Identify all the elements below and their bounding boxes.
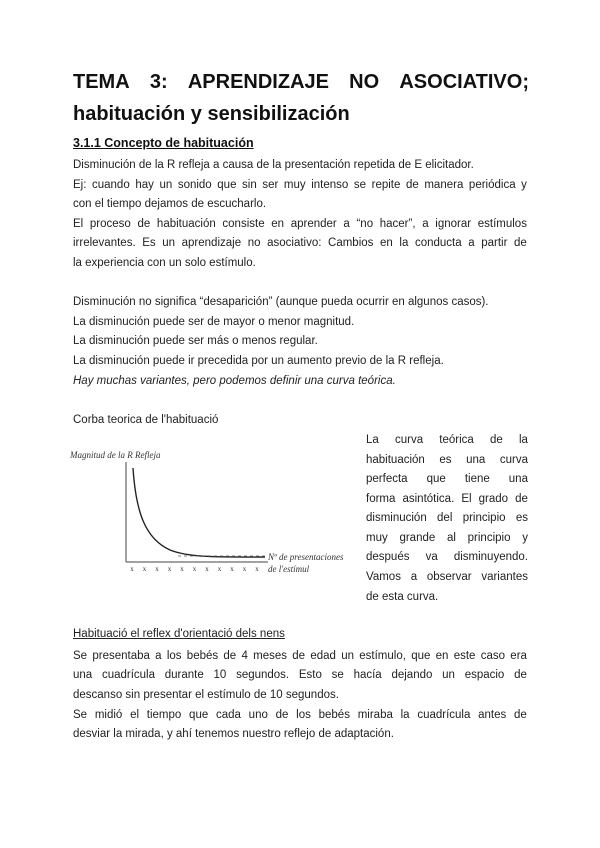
- word: un: [159, 179, 173, 191]
- x-tick-label: x: [255, 565, 259, 573]
- word: Se: [73, 709, 88, 721]
- word: de: [223, 650, 237, 662]
- paragraph-line: La disminución puede ser más o menos regular.: [73, 335, 318, 347]
- word: Vamos: [366, 571, 401, 583]
- word: cuadrícula: [101, 669, 155, 681]
- x-tick-label: x: [167, 565, 172, 573]
- side-text-line: [366, 550, 528, 565]
- word: cuando: [92, 179, 130, 191]
- word: en: [380, 237, 393, 249]
- paragraph-line: Disminución no significa “desaparición” (aunque pueda ocurrir en algunos casos).: [73, 296, 489, 308]
- word: La: [366, 434, 379, 446]
- word: que: [189, 709, 209, 721]
- word: manera: [424, 179, 464, 191]
- side-text-line: [366, 531, 528, 546]
- word: bebés: [186, 650, 219, 662]
- x-tick-label: x: [142, 565, 147, 573]
- title-word: ASOCIATIVO;: [399, 71, 529, 93]
- word: meses: [253, 650, 288, 662]
- word: los: [296, 709, 311, 721]
- word: sin: [242, 179, 257, 191]
- x-tick-label: x: [242, 565, 247, 573]
- word: forma: [366, 493, 396, 505]
- word: irrelevantes.: [73, 237, 136, 249]
- word: caso: [480, 650, 506, 662]
- x-tick-label: x: [192, 565, 197, 573]
- word: grado: [478, 493, 509, 505]
- paragraph-line: La disminución puede ir precedida por un aumento previo de la R refleja.: [73, 355, 444, 367]
- word: aprendizaje: [181, 237, 242, 249]
- word: disminuyendo.: [453, 551, 528, 563]
- word: perfecta: [366, 473, 408, 485]
- word: es: [515, 512, 528, 524]
- word: de: [515, 493, 528, 505]
- word: hacer”,: [379, 218, 416, 230]
- x-tick-label: x: [130, 565, 134, 573]
- word: consiste: [222, 218, 265, 230]
- word: estímulos: [477, 218, 527, 230]
- y-axis-label: Magnitud de la R Refleja: [70, 450, 161, 460]
- word: ignorar: [435, 218, 472, 230]
- word: no: [247, 237, 261, 249]
- italic-note: Hay muchas variantes, pero podemos definir una curva teórica.: [73, 375, 396, 387]
- word: ser: [262, 179, 279, 191]
- word: muy: [366, 532, 388, 544]
- word: principio: [467, 532, 511, 544]
- word: que: [411, 650, 431, 662]
- side-text-line: [366, 472, 528, 487]
- habituation-curve-figure: [60, 444, 360, 584]
- word: Cambios: [328, 237, 374, 249]
- word: cuadrícula: [417, 709, 471, 721]
- x-tick-label: x: [155, 565, 159, 573]
- word: teórica: [439, 434, 474, 446]
- word: de: [514, 237, 527, 249]
- word: que: [426, 473, 446, 485]
- x-tick-label: x: [230, 565, 234, 573]
- section-heading-habituation-concept: 3.1.1 Concepto de habituación: [73, 136, 254, 150]
- word: se: [353, 179, 367, 191]
- title-word: 3:: [149, 71, 168, 93]
- word: de: [514, 709, 527, 721]
- word: 4: [241, 650, 248, 662]
- word: una: [466, 454, 486, 466]
- word: a: [468, 237, 475, 249]
- word: principio: [462, 512, 506, 524]
- title-word: TEMA: [73, 71, 130, 93]
- word: tiempo: [146, 709, 182, 721]
- side-text-line: [366, 511, 528, 526]
- word: antes: [478, 709, 507, 721]
- paragraph-line-justified: [73, 668, 527, 683]
- word: un: [442, 669, 455, 681]
- x-tick-label: x: [205, 565, 209, 573]
- word: a: [410, 571, 418, 583]
- word: la: [519, 434, 528, 446]
- word: un: [162, 237, 176, 249]
- paragraph-line: descanso sin presentar el estímulo de 10 segundos.: [73, 689, 339, 701]
- word: 10: [213, 669, 227, 681]
- paragraph-line: La disminución puede ser de mayor o menor magnitud.: [73, 316, 355, 328]
- x-axis-label-line-2: de l'estímul: [268, 564, 310, 574]
- word: partir: [481, 237, 508, 249]
- word: de: [514, 669, 527, 681]
- word: la: [400, 709, 410, 721]
- x-tick-label: x: [217, 565, 222, 573]
- word: habituación: [156, 218, 216, 230]
- word: era: [510, 650, 527, 662]
- word: proceso: [89, 218, 131, 230]
- word: del: [437, 512, 453, 524]
- paragraph-line-justified: [73, 708, 527, 723]
- word: de: [275, 709, 289, 721]
- word: observar: [426, 571, 472, 583]
- word: hay: [135, 179, 154, 191]
- word: es: [439, 454, 452, 466]
- paragraph-line: desviar la mirada, y ahí tenemos nuestro reflejo de adaptación.: [73, 728, 394, 740]
- x-axis-ticks: [130, 565, 259, 573]
- word: curva: [394, 434, 424, 446]
- paragraph-line: Disminución de la R refleja a causa de la presentación repetida de E elicitador.: [73, 159, 474, 171]
- word: va: [425, 551, 438, 563]
- word: la: [399, 237, 409, 249]
- word: aprender: [290, 218, 337, 230]
- word: un: [341, 650, 354, 662]
- word: de: [137, 218, 151, 230]
- paragraph-line-justified: [73, 217, 527, 232]
- word: El: [461, 493, 472, 505]
- word: miraba: [357, 709, 393, 721]
- word: dejando: [391, 669, 433, 681]
- word: intenso: [311, 179, 349, 191]
- word: disminución: [366, 512, 427, 524]
- figure-caption: Corba teorica de l'habituació: [73, 414, 219, 426]
- x-tick-label: x: [180, 565, 184, 573]
- word: Es: [142, 237, 156, 249]
- word: cada: [215, 709, 241, 721]
- word: tiene: [464, 473, 490, 485]
- word: estímulo,: [359, 650, 406, 662]
- word: a: [422, 218, 429, 230]
- word: en: [435, 650, 449, 662]
- word: de: [292, 650, 306, 662]
- word: asociativo:: [267, 237, 322, 249]
- page-title-line-1: [73, 71, 529, 94]
- word: segundos.: [236, 669, 290, 681]
- word: curva: [499, 454, 528, 466]
- side-text-line: [366, 433, 528, 448]
- word: grande: [399, 532, 436, 544]
- word: habituación: [366, 454, 425, 466]
- paragraph-line: la experiencia con un solo estímulo.: [73, 257, 256, 269]
- word: midió: [94, 709, 123, 721]
- title-word: APRENDIZAJE: [187, 71, 329, 93]
- word: periódica: [468, 179, 516, 191]
- word: uno: [248, 709, 268, 721]
- word: Ej:: [73, 179, 87, 191]
- section-heading-orientation-reflex: Habituació el reflex d'orientació dels nens: [73, 628, 285, 640]
- word: “no: [356, 218, 374, 230]
- word: al: [446, 532, 456, 544]
- x-axis-label-line-1: Nº de presentaciones: [268, 552, 344, 562]
- word: hacía: [353, 669, 382, 681]
- word: de: [405, 179, 419, 191]
- word: este: [453, 650, 476, 662]
- word: muy: [283, 179, 306, 191]
- side-text-line: [366, 570, 528, 585]
- word: repite: [371, 179, 401, 191]
- word: espacio: [464, 669, 505, 681]
- word: edad: [310, 650, 336, 662]
- side-text-line: de esta curva.: [366, 591, 439, 603]
- word: durante: [164, 669, 204, 681]
- paragraph-line-justified: [73, 178, 527, 193]
- page-title-line-2: habituación y sensibilización: [73, 103, 350, 125]
- word: una: [73, 669, 93, 681]
- word: variantes: [481, 571, 528, 583]
- word: y: [522, 532, 528, 544]
- side-text-line: [366, 492, 528, 507]
- title-word: NO: [349, 71, 380, 93]
- word: de: [490, 434, 503, 446]
- word: después: [366, 551, 410, 563]
- paragraph-line-justified: [73, 236, 527, 251]
- word: que: [217, 179, 237, 191]
- word: los: [166, 650, 182, 662]
- word: presentaba: [92, 650, 150, 662]
- word: asintótica.: [402, 493, 455, 505]
- word: a: [343, 218, 350, 230]
- word: conducta: [414, 237, 462, 249]
- word: se: [331, 669, 344, 681]
- word: Se: [73, 650, 88, 662]
- paragraph-line-justified: [73, 649, 527, 664]
- paragraph-line: con el tiempo dejamos de escucharlo.: [73, 198, 267, 210]
- word: El: [73, 218, 84, 230]
- word: y: [521, 179, 527, 191]
- word: Esto: [298, 669, 322, 681]
- habituation-curve: [133, 468, 265, 557]
- word: sonido: [177, 179, 212, 191]
- word: bebés: [318, 709, 350, 721]
- side-text-line: [366, 453, 528, 468]
- word: a: [155, 650, 162, 662]
- word: una: [508, 473, 528, 485]
- word: el: [130, 709, 140, 721]
- word: en: [271, 218, 285, 230]
